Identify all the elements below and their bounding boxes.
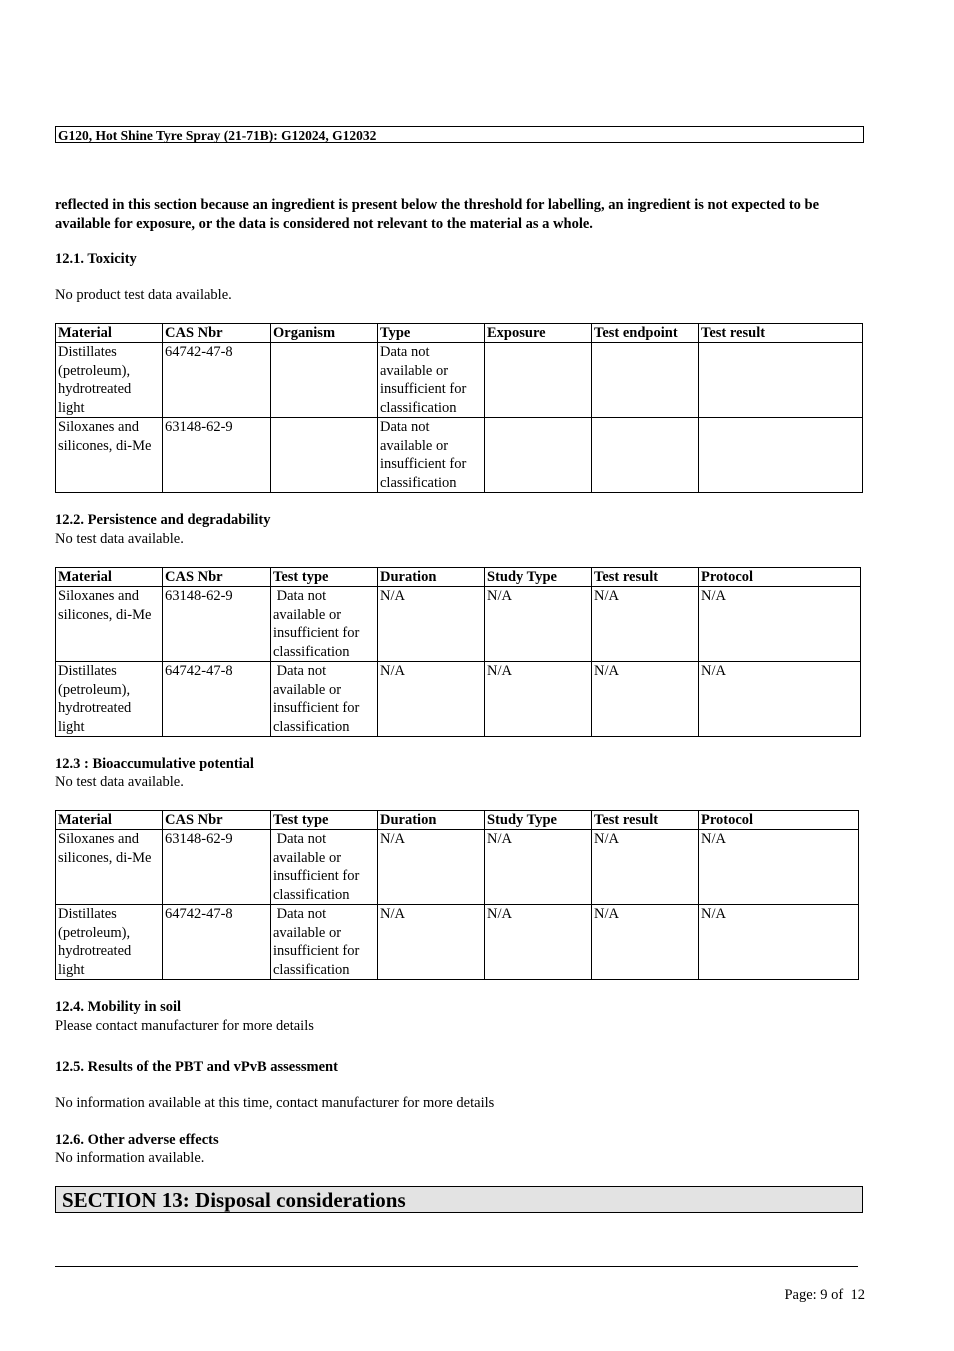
column-header: Material [56,568,163,587]
column-header: Type [378,324,485,343]
column-header: Exposure [485,324,592,343]
table-row [56,343,863,418]
table-header-row [56,568,861,587]
other-effects-heading: 12.6. Other adverse effects [55,1132,219,1148]
table-row [56,587,861,662]
table-cell [271,343,378,418]
table-cell: 63148-62-9 [163,830,271,905]
section-13-title: SECTION 13: Disposal considerations [55,1186,863,1213]
table-cell: 64742-47-8 [163,343,271,418]
pbt-heading: 12.5. Results of the PBT and vPvB assessment [55,1059,338,1075]
table-cell: N/A [485,905,592,980]
table-cell [592,418,699,493]
other-effects-text: No information available. [55,1150,205,1166]
table-cell: N/A [485,830,592,905]
table-cell: 64742-47-8 [163,662,271,737]
column-header: CAS Nbr [163,568,271,587]
table-cell: Data not available or insufficient for classification [271,905,378,980]
column-header: Protocol [699,568,861,587]
column-header: Test result [592,811,699,830]
table-header-row [56,324,863,343]
table-cell [699,343,863,418]
table-cell: N/A [592,905,699,980]
intro-text: reflected in this section because an ingredient is present below the threshold for labelling, an ingredient is not expected to be available for exposure, or the data is considered not relevant to the material as a whole. [55,197,820,232]
table-cell: Data not available or insufficient for classification [271,830,378,905]
column-header: Test type [271,568,378,587]
table-cell: Siloxanes and silicones, di-Me [56,587,163,662]
table-cell: Data not available or insufficient for classification [271,662,378,737]
table-cell: N/A [378,830,485,905]
column-header: Protocol [699,811,859,830]
bioaccumulative-table [55,810,859,980]
table-row [56,662,861,737]
persistence-note: No test data available. [55,531,184,547]
table-cell: N/A [592,830,699,905]
document-header: G120, Hot Shine Tyre Spray (21-71B): G12024, G12032 [55,126,864,143]
table-cell [592,343,699,418]
column-header: Test endpoint [592,324,699,343]
table-header-row [56,811,859,830]
column-header: Duration [378,811,485,830]
column-header: Test result [592,568,699,587]
table-cell: 64742-47-8 [163,905,271,980]
persistence-table [55,567,861,737]
table-cell: Siloxanes and silicones, di-Me [56,830,163,905]
footer-divider [55,1266,858,1267]
table-cell [485,343,592,418]
table-cell: N/A [699,905,859,980]
column-header: Duration [378,568,485,587]
table-row [56,418,863,493]
table-cell: N/A [699,830,859,905]
bioaccumulative-heading: 12.3 : Bioaccumulative potential [55,756,254,772]
page-number: Page: 9 of 12 [784,1287,865,1303]
table-cell: Distillates (petroleum), hydrotreated light [56,905,163,980]
toxicity-heading: 12.1. Toxicity [55,251,137,267]
table-cell: Distillates (petroleum), hydrotreated light [56,343,163,418]
toxicity-note: No product test data available. [55,287,232,303]
table-cell: Data not available or insufficient for classification [271,587,378,662]
column-header: CAS Nbr [163,324,271,343]
table-cell [271,418,378,493]
bioaccumulative-note: No test data available. [55,774,184,790]
table-cell: 63148-62-9 [163,418,271,493]
column-header: Material [56,811,163,830]
pbt-text: No information available at this time, contact manufacturer for more details [55,1095,495,1111]
column-header: Organism [271,324,378,343]
table-cell: Data not available or insufficient for classification [378,418,485,493]
column-header: Test result [699,324,863,343]
persistence-heading: 12.2. Persistence and degradability [55,512,271,528]
column-header: CAS Nbr [163,811,271,830]
table-cell: Data not available or insufficient for classification [378,343,485,418]
table-cell: 63148-62-9 [163,587,271,662]
table-row [56,830,859,905]
table-cell: N/A [592,587,699,662]
table-cell [485,418,592,493]
column-header: Material [56,324,163,343]
table-cell: N/A [378,905,485,980]
toxicity-table [55,323,863,493]
table-cell [699,418,863,493]
table-cell: Siloxanes and silicones, di-Me [56,418,163,493]
table-row [56,905,859,980]
table-cell: N/A [485,662,592,737]
mobility-heading: 12.4. Mobility in soil [55,999,182,1015]
column-header: Study Type [485,568,592,587]
table-cell: N/A [485,587,592,662]
table-cell: N/A [592,662,699,737]
column-header: Test type [271,811,378,830]
table-cell: N/A [378,587,485,662]
table-cell: Distillates (petroleum), hydrotreated light [56,662,163,737]
column-header: Study Type [485,811,592,830]
table-cell: N/A [699,587,861,662]
table-cell: N/A [699,662,861,737]
table-cell: N/A [378,662,485,737]
mobility-text: Please contact manufacturer for more details [55,1018,314,1034]
